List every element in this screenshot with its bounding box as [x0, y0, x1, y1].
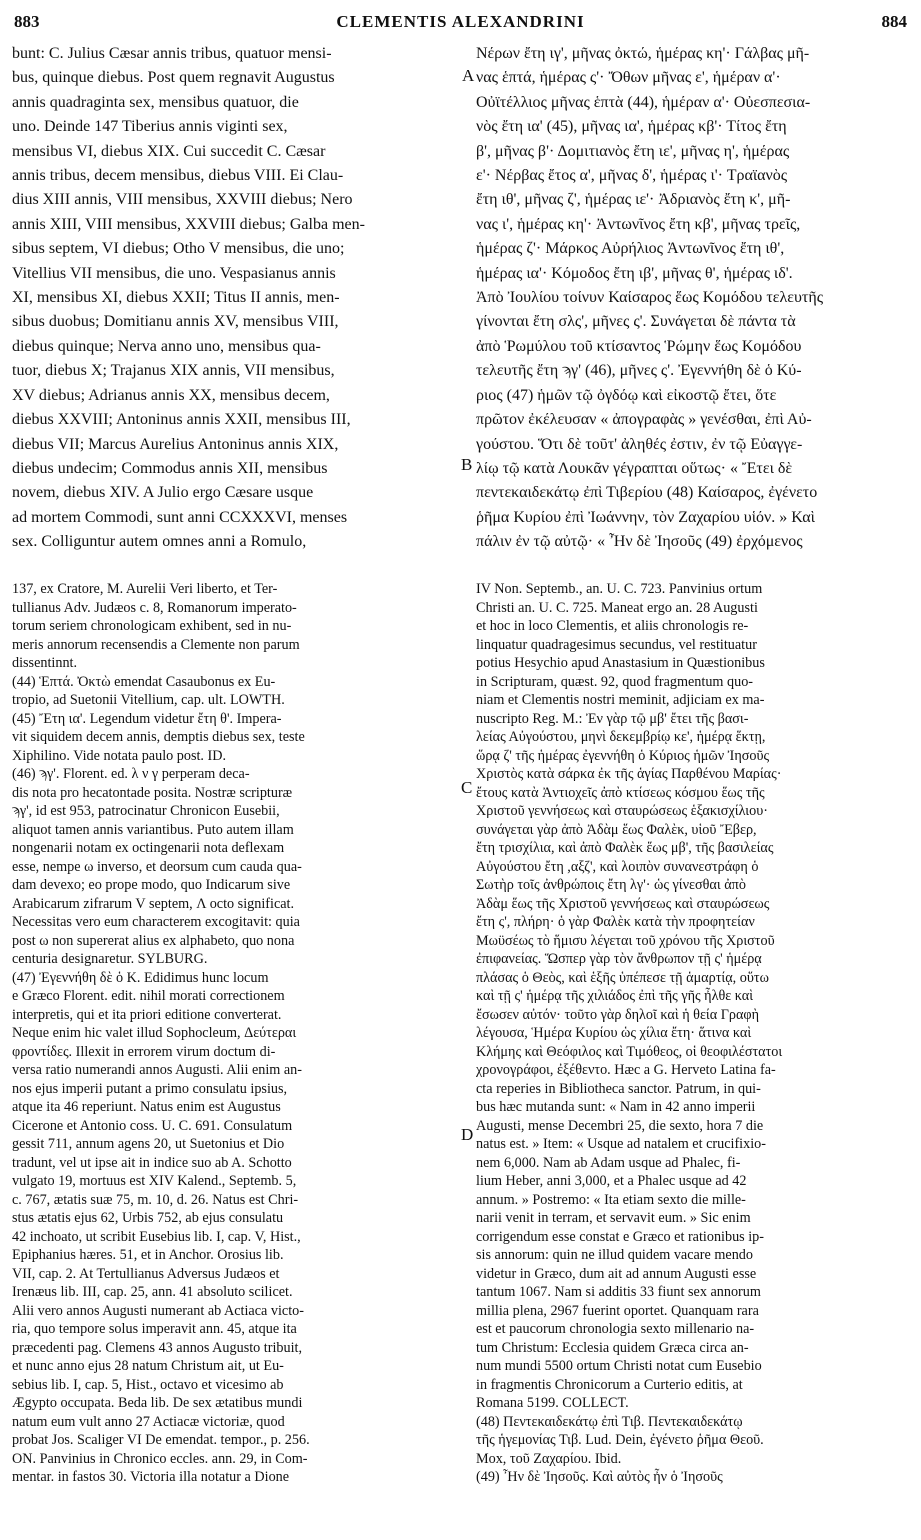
footnote-line: meris annorum recensendis a Clemente non parum: [12, 636, 300, 653]
footnote-line: esse, nempe ω inverso, et deorsum cum cauda qua-: [12, 858, 302, 875]
footnote-line: χρονογράφοι, ἐξέθεντο. Hæc a G. Herveto Latina fa-: [476, 1062, 776, 1078]
footnote-line: videtur in Græco, dum ait ad annum Augusti esse: [476, 1265, 757, 1282]
footnote-line: συνάγεται γὰρ ἀπὸ Ἀδὰμ ἕως Φαλὲκ, υἱοῦ Ἔβερ,: [476, 821, 757, 838]
greek-text-line: ἡμέρας ια'· Κόμοδος ἔτη ιβ', μῆνας θ', ἡμέρας ιδ'.: [476, 264, 793, 282]
greek-text-line: νας ι', ἡμέρας κη'· Ἀντωνῖνος ἔτη κβ', μῆνας τρεῖς,: [476, 215, 801, 233]
footnote-line: (48) Πεντεκαιδεκάτῳ ἐπὶ Τιβ. Πεντεκαιδεκάτῳ: [476, 1413, 743, 1430]
greek-text-line: γίνονται ἔτη σλς', μῆνες ς'. Συνάγεται δὲ πάντα τὰ: [476, 313, 796, 331]
latin-text-line: diebus VII; Marcus Aurelius Antoninus annis XIX,: [12, 435, 339, 453]
footnote-line: Alii vero annos Augusti numerant ab Actiaca victo-: [12, 1302, 304, 1319]
footnote-line: Arabicarum zifrarum V septem, Λ octo significat.: [12, 895, 295, 912]
footnote-line: Ægypto occupata. Beda lib. De sex ætatibus mundi: [12, 1395, 303, 1411]
footnote-line: sis annorum: quin ne illud quidem vacare mendo: [476, 1247, 753, 1263]
latin-text-line: Vitellius VII mensibus, die uno. Vespasianus annis: [12, 264, 336, 282]
footnote-line: nuscripto Reg. M.: Ἐν γὰρ τῷ μβ' ἔτει τῆς βασι-: [476, 710, 749, 727]
footnote-line: corrigendum esse constat e Græco et rationibus ip-: [476, 1228, 765, 1245]
page-number-right: 884: [881, 12, 907, 31]
footnote-line: Christi an. U. C. 725. Maneat ergo an. 28 Augusti: [476, 599, 758, 616]
greek-text-column: [476, 42, 910, 555]
latin-text-line: sibus septem, VI diebus; Otho V mensibus, die uno;: [12, 240, 345, 258]
footnote-line: annum. » Postremo: « Ita etiam sexto die mille-: [476, 1191, 746, 1208]
greek-text-line: ριος (47) ἡμῶν τῷ ὀγδόῳ καὶ εἰκοστῷ ἔτει, ὅτε: [476, 386, 777, 404]
footnote-line: mentar. in fastos 30. Victoria illa notatur a Dione: [12, 1469, 290, 1485]
page-number-left: 883: [14, 12, 40, 31]
footnote-line: stus ætatis ejus 62, Urbis 752, ab ejus consulatu: [12, 1210, 284, 1226]
latin-text-line: XV diebus; Adrianus annis XX, mensibus decem,: [12, 386, 330, 404]
footnote-line: tropio, ad Suetonii Vitellium, cap. ult. LOWTH.: [12, 692, 285, 708]
latin-text-line: bunt: C. Julius Cæsar annis tribus, quatuor mensi-: [12, 45, 332, 62]
footnote-line: ἔτους κατὰ Ἀντιοχεῖς ἀπὸ κτίσεως κόσμου ἕως τῆς: [476, 784, 765, 801]
greek-text-line: πάλιν ἐν τῷ αὐτῷ· « Ἦν δὲ Ἰησοῦς (49) ἐρχόμενος: [476, 533, 803, 551]
footnote-line: (44) Ἑπτά. Ὀκτὼ emendat Casaubonus ex Eu-: [12, 673, 276, 690]
latin-text-line: mensibus VI, diebus XIX. Cui succedit C. Cæsar: [12, 142, 326, 160]
greek-text-line: γούστου. Ὅτι δὲ τοῦτ' ἀληθές ἐστιν, ἐν τῷ Εὐαγγε-: [476, 435, 803, 453]
footnote-line: (46) ϡγ'. Florent. ed. λ ν γ perperam deca-: [12, 766, 250, 782]
footnote-line: tradunt, vel ut ipse ait in indice suo ab A. Schotto: [12, 1154, 292, 1171]
footnote-line: ἔσωσεν αὐτόν· τοῦτο γὰρ δηλοῖ καὶ ἡ θεία Γραφὴ: [476, 1006, 760, 1023]
footnote-line: vulgato 19, mortuus est XIV Kalend., Septemb. 5,: [12, 1173, 297, 1189]
footnote-line: post ω non supererat alius ex alphabeto, quo nona: [12, 932, 295, 949]
footnote-line: Augusti, mense Decembri 25, die sexto, hora 7 die: [476, 1117, 764, 1134]
footnote-line: Cicerone et Antonio coss. U. C. 691. Consulatum: [12, 1117, 293, 1134]
footnote-line: ἐπιφανείας. Ὥσπερ γὰρ τὸν ἄνθρωπον τῇ ς' ἡμέρᾳ: [476, 951, 762, 967]
footnote-line: ἔτη ς', πλήρη· ὁ γὰρ Φαλὲκ κατὰ τὴν προφητείαν: [476, 914, 755, 930]
footnote-line: ἔτη τρισχίλια, καὶ ἀπὸ Φαλὲκ ἕως μβ', τῆς βασιλείας: [476, 840, 774, 856]
footnote-line: dis nota pro hecatontade posita. Nostræ scripturæ: [12, 784, 293, 801]
footnote-line: natus est. » Item: « Usque ad natalem et crucifixio-: [476, 1136, 766, 1152]
footnote-line: natum eum vult anno 27 Actiacæ victoriæ, quod: [12, 1413, 285, 1430]
footnote-line: tum Christum: Ecclesia quidem Græca circa an-: [476, 1339, 749, 1356]
footnote-line: lium Heber, anni 3,000, et a Phalec usque ad 42: [476, 1173, 747, 1189]
footnote-line: interpretis, qui et ita priori editione converterat.: [12, 1006, 282, 1023]
greek-text-line: ἔτη ιθ', μῆνας ζ', ἡμέρας ιε'· Ἀδριανὸς ἔτη κ', μῆ-: [476, 191, 791, 209]
latin-text-line: XI, mensibus XI, diebus XXII; Titus II annis, men-: [12, 289, 340, 307]
footnote-line: in fragmentis Chronicorum a Curterio editis, at: [476, 1376, 743, 1393]
footnote-line: nem 6,000. Nam ab Adam usque ad Phalec, fi-: [476, 1154, 741, 1171]
latin-text-line: novem, diebus XIV. A Julio ergo Cæsare usque: [12, 484, 314, 502]
footnote-line: Χριστοῦ γεννήσεως καὶ σταυρώσεως ἑξακισχίλιου·: [476, 803, 768, 819]
footnote-line: atque ita 46 reperiunt. Natus enim est Augustus: [12, 1099, 281, 1115]
footnote-line: ON. Panvinius in Chronico eccles. ann. 29, in Com-: [12, 1450, 308, 1467]
footnote-line: Neque enim hic valet illud Sophocleum, Δεύτεραι: [12, 1025, 297, 1041]
footnote-line: cta reperies in Bibliotheca sanctor. Patrum, in qui-: [476, 1080, 761, 1097]
footnote-line: c. 767, ætatis suæ 75, m. 10, d. 26. Natus est Chri-: [12, 1191, 299, 1208]
page-header: [0, 10, 921, 40]
footnote-line: ὥρᾳ ζ' τῆς ἡμέρας ἐγεννήθη ὁ Κύριος ἡμῶν Ἰησοῦς: [476, 747, 770, 764]
margin-marker-c: C: [461, 778, 473, 797]
footnote-line: aliquot tamen annis variantibus. Puto autem illam: [12, 821, 294, 838]
latin-text-line: sex. Colliguntur autem omnes anni a Romulo,: [12, 533, 307, 551]
footnote-line: (49) Ἦν δὲ Ἰησοῦς. Καὶ αὐτὸς ἦν ὁ Ἰησοῦς: [476, 1469, 723, 1485]
margin-marker-d: D: [461, 1125, 474, 1144]
latin-text-line: diebus quinque; Nerva anno uno, mensibus qua-: [12, 337, 321, 355]
footnote-line: niam et Clementis nostri meminit, adjiciam ex ma-: [476, 692, 765, 708]
footnote-line: Μωϋσέως τὸ ἥμισυ λέγεται τοῦ χρόνου τῆς Χριστοῦ: [476, 932, 775, 949]
footnote-line: est et paucorum chronologia sexto millenario na-: [476, 1321, 755, 1337]
footnote-line: λείας Αὐγούστου, μηνὶ δεκεμβρίῳ κε', ἡμέρᾳ ἕκτῃ,: [476, 729, 766, 745]
footnote-line: nongenarii notam ex octingenarii nota deflexam: [12, 840, 285, 856]
margin-marker-b: B: [461, 455, 473, 474]
footnote-line: ϡγ', id est 953, patrocinatur Chronicon Eusebii,: [12, 803, 280, 819]
footnote-line: e Græco Florent. edit. nihil morati correctionem: [12, 988, 285, 1004]
latin-text-line: bus, quinque diebus. Post quem regnavit Augustus: [12, 69, 335, 87]
footnote-line: Irenæus lib. III, cap. 25, ann. 41 absoluto scilicet.: [12, 1284, 293, 1300]
footnote-line: torum seriem chronologicam exhibent, sed in nu-: [12, 618, 292, 634]
footnote-line: (45) Ἔτη ια'. Legendum videtur ἔτη θ'. Impera-: [12, 710, 282, 727]
greek-text-line: ε'· Νέρβας ἔτος α', μῆνας δ', ἡμέρας ι'· Τραϊανὸς: [476, 167, 788, 185]
footnote-line: φροντίδες. Illexit in errorem virum doctum di-: [12, 1043, 276, 1060]
footnote-line: (47) Ἐγεννήθη δὲ ὁ Κ. Edidimus hunc locum: [12, 969, 269, 986]
footnote-line: Σωτὴρ τοῖς ἀνθρώποις ἔτη λγ'· ὡς γίνεσθαι ἀπὸ: [476, 877, 746, 893]
footnote-line: Αὐγούστου ἔτη ,αξζ', καὶ λοιπὸν συνανεστράφη ὁ: [476, 858, 759, 875]
footnote-line: millia plena, 2967 fuerint oportet. Quanquam rara: [476, 1302, 759, 1319]
greek-text-line: ἡμέρας ζ'· Μάρκος Αὐρήλιος Ἀντωνῖνος ἔτη ιθ',: [476, 240, 785, 258]
footnote-line: bus hæc mutanda sunt: « Nam in 42 anno imperii: [476, 1099, 756, 1115]
greek-text-line: τελευτῆς ἔτη ϡγ' (46), μῆνες ς'. Ἐγεννήθη δὲ ὁ Κύ-: [476, 362, 802, 380]
latin-text-line: ad mortem Commodi, sunt anni CCXXXVI, menses: [12, 508, 348, 526]
greek-text-line: νὸς ἔτη ια' (45), μῆνας ια', ἡμέρας κβ'· Τίτος ἔτη: [476, 118, 787, 136]
latin-text-line: sibus duobus; Domitianu annis XV, mensibus VIII,: [12, 313, 339, 331]
latin-text-line: annis XIII, VIII mensibus, XXVIII diebus; Galba men-: [12, 215, 365, 233]
latin-text-line: tuor, diebus X; Trajanus XIX annis, VII mensibus,: [12, 362, 335, 380]
footnote-line: versa ratio numerandi annos Augusti. Alii enim an-: [12, 1062, 302, 1078]
footnote-line: τῆς ἡγεμονίας Τιβ. Lud. Dein, ἐγένετο ῥῆμα Θεοῦ.: [476, 1432, 764, 1448]
greek-text-line: λίῳ τῷ κατὰ Λουκᾶν γέγραπται οὕτως· « Ἔτει δὲ: [476, 459, 793, 477]
footnote-line: Χριστὸς κατὰ σάρκα ἐκ τῆς ἁγίας Παρθένου Μαρίας·: [476, 766, 782, 782]
footnote-line: Romana 5199. COLLECT.: [476, 1395, 629, 1411]
greek-text-line: πεντεκαιδεκάτῳ ἐπὶ Τιβερίου (48) Καίσαρος, ἐγένετο: [476, 484, 818, 502]
footnote-line: tullianus Adv. Judæos c. 8, Romanorum imperato-: [12, 599, 297, 616]
greek-text-line: πρῶτον ἐκέλευσαν « ἀπογραφὰς » γενέσθαι, ἐπὶ Αὐ-: [476, 411, 812, 429]
latin-text-column: [12, 42, 462, 555]
footnote-line: VII, cap. 2. At Tertullianus Adversus Judæos et: [12, 1265, 280, 1282]
footnote-line: dissentinnt.: [12, 655, 78, 671]
footnote-line: tantum 1067. Nam si additis 33 fiunt sex annorum: [476, 1284, 761, 1300]
footnote-line: 42 inchoato, ut scribit Eusebius lib. I, cap. V, Hist.,: [12, 1228, 301, 1245]
greek-text-line: ἀπὸ Ῥωμύλου τοῦ κτίσαντος Ῥώμην ἕως Κομόδου: [476, 337, 802, 355]
footnote-line: narii venit in terram, et servavit eum. » Sic enim: [476, 1210, 751, 1226]
latin-text-line: dius XIII annis, VIII mensibus, XXVIII diebus; Nero: [12, 191, 353, 209]
margin-marker-a: A: [462, 66, 475, 85]
greek-text-line: νας ἑπτά, ἡμέρας ς'· Ὄθων μῆνας ε', ἡμέραν α'·: [476, 69, 781, 87]
footnote-line: probat Jos. Scaliger VI De emendat. tempor., p. 256.: [12, 1432, 310, 1448]
footnote-line: πλάσας ὁ Θεὸς, καὶ ἑξῆς ὑπέπεσε τῇ ἁμαρτίᾳ, οὕτω: [476, 969, 769, 986]
footnote-line: num mundi 5500 ortum Christi notat cum Eusebio: [476, 1358, 762, 1374]
footnote-line: in Scripturam, quæst. 92, quod fragmentum quo-: [476, 673, 754, 690]
footnote-line: vit siquidem decem annis, demptis diebus sex, teste: [12, 729, 305, 745]
footnote-line: Κλήμης καὶ Θεόφιλος καὶ Τιμόθεος, οἱ θεοφιλέστατοι: [476, 1043, 783, 1060]
latin-text-line: annis quadraginta sex, mensibus quatuor, die: [12, 93, 299, 111]
latin-text-line: diebus XXVIII; Antoninus annis XXII, mensibus III,: [12, 411, 351, 429]
running-title: CLEMENTIS ALEXANDRINI: [336, 12, 585, 31]
footnote-line: IV Non. Septemb., an. U. C. 723. Panvinius ortum: [476, 581, 763, 597]
latin-text-line: uno. Deinde 147 Tiberius annis viginti sex,: [12, 118, 288, 136]
footnote-line: λέγουσα, Ἡμέρα Κυρίου ὡς χίλια ἔτη· ἅτινα καὶ: [476, 1025, 752, 1041]
greek-text-line: Οὐϊτέλλιος μῆνας ἑπτὰ (44), ἡμέραν α'· Οὐεσπεσια-: [476, 93, 811, 111]
greek-text-line: ῥῆμα Κυρίου ἐπὶ Ἰωάννην, τὸν Ζαχαρίου υἱόν. » Καὶ: [476, 508, 815, 526]
footnote-line: καὶ τῇ ς' ἡμέρᾳ τῆς χιλιάδος ἐπὶ τῆς γῆς ἦλθε καὶ: [476, 988, 754, 1004]
footnote-line: præcedenti pag. Clemens 43 annos Augusto tribuit,: [12, 1339, 303, 1356]
footnote-line: ria, quo tempore solus imperavit ann. 45, atque ita: [12, 1321, 297, 1337]
footnote-line: Ἀδὰμ ἕως τῆς Χριστοῦ γεννήσεως καὶ σταυρώσεως: [476, 895, 770, 912]
footnote-line: Xiphilino. Vide notata paulo post. ID.: [12, 747, 227, 764]
footnote-line: et nunc anno ejus 28 natum Christum ait, ut Eu-: [12, 1358, 284, 1374]
footnote-line: potius Hesychio apud Anastasium in Quæstionibus: [476, 655, 765, 671]
footnote-line: Mox, τοῦ Ζαχαρίου. Ibid.: [476, 1450, 622, 1467]
greek-text-line: Νέρων ἔτη ιγ', μῆνας ὀκτώ, ἡμέρας κη'· Γάλβας μῆ-: [476, 45, 810, 62]
footnote-line: 137, ex Cratore, M. Aurelii Veri liberto, et Ter-: [12, 581, 278, 597]
footnote-line: centuria designaretur. SYLBURG.: [12, 951, 208, 967]
footnote-line: gessit 711, annum agens 20, ut Suetonius et Dio: [12, 1136, 285, 1152]
footnotes-right-column: [476, 580, 910, 1487]
footnote-line: et hoc in loco Clementis, et aliis chronologis re-: [476, 618, 749, 634]
footnote-line: dam devexo; eo prope modo, quo Indicarum sive: [12, 877, 291, 893]
footnote-line: nos ejus imperii putant a primo consulatu ipsius,: [12, 1080, 288, 1097]
footnotes-left-column: [12, 580, 462, 1487]
greek-text-line: Ἀπὸ Ἰουλίου τοίνυν Καίσαρος ἕως Κομόδου τελευτῆς: [476, 289, 824, 307]
latin-text-line: annis tribus, decem mensibus, diebus VIII. Ei Clau-: [12, 167, 344, 185]
latin-text-line: diebus undecim; Commodus annis XII, mensibus: [12, 459, 328, 477]
footnote-line: Epiphanius hæres. 51, et in Anchor. Orosius lib.: [12, 1247, 284, 1263]
footnote-line: linquatur quadragesimus secundus, vel restituatur: [476, 636, 757, 653]
footnote-line: sebius lib. I, cap. 5, Hist., octavo et vicesimo ab: [12, 1376, 284, 1393]
greek-text-line: β', μῆνας β'· Δομιτιανὸς ἔτη ιε', μῆνας η', ἡμέρας: [476, 142, 790, 160]
footnote-line: Necessitas vero eum characterem excogitavit: quia: [12, 914, 300, 930]
